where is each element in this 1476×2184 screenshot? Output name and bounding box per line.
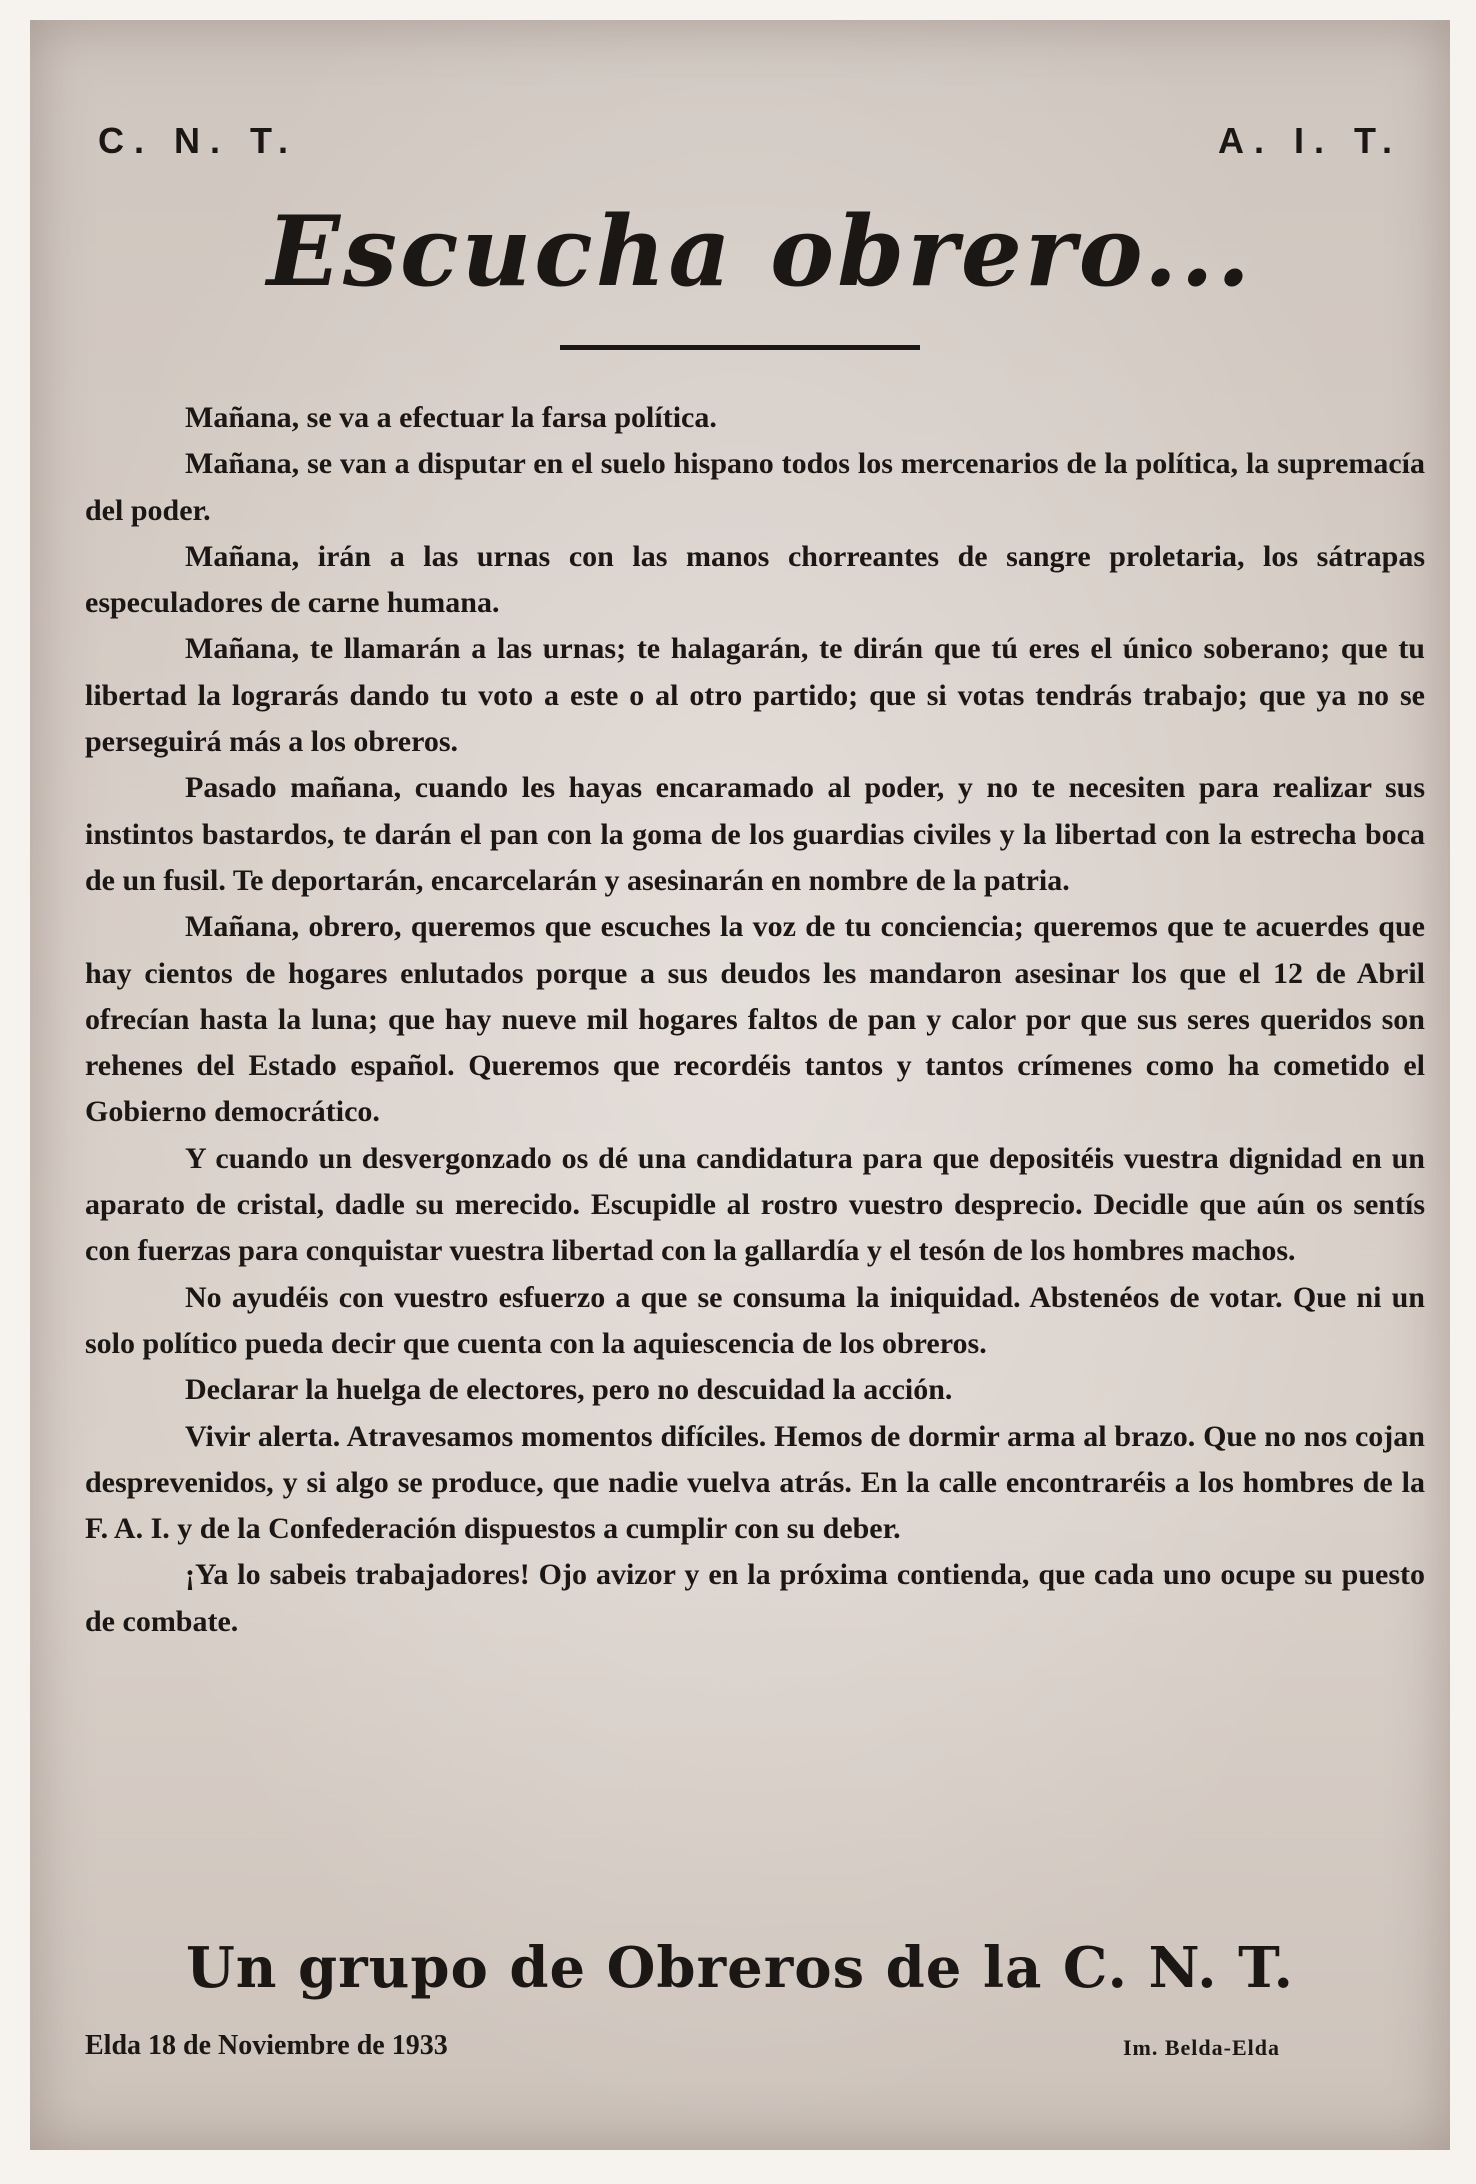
poster-title: Escucha obrero...: [266, 195, 1254, 308]
paragraph: Declarar la huelga de electores, pero no descuidad la acción.: [185, 1373, 953, 1407]
poster-body: [85, 395, 1425, 1645]
paragraph: Y cuando un desvergonzado os dé una candidatura para que depositéis vuestra dignidad en un aparato de cristal, dadle su merecido. Escupidle al rostro vuestro desprecio. Decidle que aún os sentís con fuerzas para conquistar vuestra libertad con la gallardía y el tesón de los hombres machos.: [85, 1141, 1425, 1268]
paragraph: ¡Ya lo sabeis trabajadores! Ojo avizor y en la próxima contienda, que cada uno ocupe su puesto de combate.: [85, 1558, 1425, 1638]
paragraph: Mañana, irán a las urnas con las manos chorreantes de sangre proletaria, los sátrapas especuladores de carne humana.: [85, 539, 1425, 620]
paragraph: Vivir alerta. Atravesamos momentos difíciles. Hemos de dormir arma al brazo. Que no nos cojan desprevenidos, y si algo se produce, que nadie vuelva atrás. En la calle encontraréis a los hombres de la F. A. I. y de la Confederación dispuestos a cumplir con su deber.: [85, 1419, 1425, 1546]
paragraph: Mañana, te llamarán a las urnas; te halagarán, te dirán que tú eres el único soberano; que tu libertad la lograrás dando tu voto a este o al otro partido; que si votas tendrás trabajo; que ya no se perseguirá más a los obreros.: [85, 632, 1425, 759]
signature: Un grupo de Obreros de la C. N. T.: [185, 1935, 1295, 2001]
printer-mark: Im. Belda-Elda: [1122, 2035, 1280, 2060]
header-ait: A. I. T.: [1217, 120, 1402, 161]
poster-sheet: [30, 20, 1450, 2150]
footer-date: Elda 18 de Noviembre de 1933: [85, 2030, 448, 2061]
paragraph: Mañana, obrero, queremos que escuches la voz de tu conciencia; queremos que te acuerdes que hay cientos de hogares enlutados porque a sus deudos les mandaron asesinar los que el 12 de Abril ofrecían hasta la luna; que hay nueve mil hogares faltos de pan y calor por que sus seres queridos son rehenes del Estado español. Queremos que recordéis tantos y tantos crímenes como ha cometido el Gobierno democrático.: [85, 910, 1425, 1129]
paragraph: Mañana, se van a disputar en el suelo hispano todos los mercenarios de la política, la supremacía del poder.: [85, 447, 1425, 527]
title-underline: [560, 345, 920, 350]
paragraph: Mañana, se va a efectuar la farsa política.: [185, 401, 717, 434]
header-cnt: C. N. T.: [98, 120, 299, 161]
paragraph: No ayudéis con vuestro esfuerzo a que se consuma la iniquidad. Abstenéos de votar. Que ni un solo político pueda decir que cuenta con la aquiescencia de los obreros.: [85, 1280, 1425, 1360]
paragraph: Pasado mañana, cuando les hayas encaramado al poder, y no te necesiten para realizar sus instintos bastardos, te darán el pan con la goma de los guardias civiles y la libertad con la estrecha boca de un fusil. Te deportarán, encarcelarán y asesinarán en nombre de la patria.: [85, 771, 1425, 897]
